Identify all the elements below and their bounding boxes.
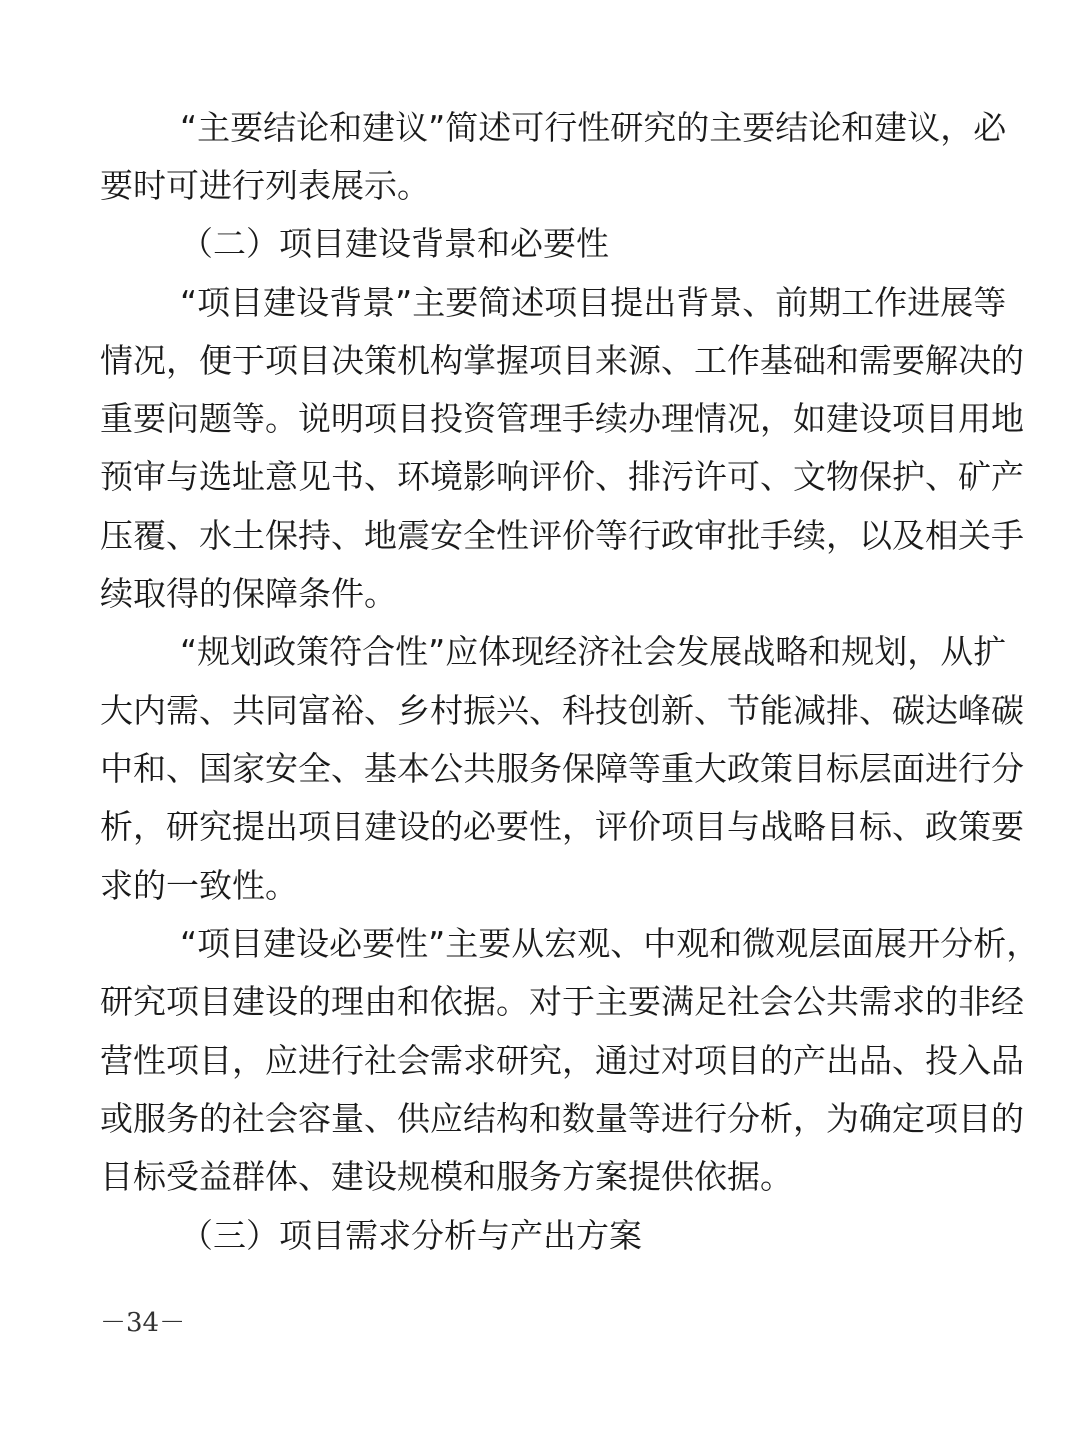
paragraph-line: 重要问题等。说明项目投资管理手续办理情况，如建设项目用地 [100,399,1024,438]
paragraph-line: “规划政策符合性”应体现经济社会发展战略和规划，从扩 [180,632,1007,671]
paragraph-line: “主要结论和建议”简述可行性研究的主要结论和建议，必 [180,108,1007,147]
paragraph-line: “项目建设必要性”主要从宏观、中观和微观层面展开分析， [180,924,1040,963]
section-heading: （二）项目建设背景和必要性 [180,224,609,263]
paragraph-line: 目标受益群体、建设规模和服务方案提供依据。 [100,1157,793,1196]
paragraph-line: 续取得的保障条件。 [100,574,397,613]
paragraph-line: 预审与选址意见书、环境影响评价、排污许可、文物保护、矿产 [100,457,1024,496]
paragraph-line: 营性项目，应进行社会需求研究，通过对项目的产出品、投入品 [100,1041,1024,1080]
paragraph-line: 要时可进行列表展示。 [100,166,430,205]
paragraph-line: 中和、国家安全、基本公共服务保障等重大政策目标层面进行分 [100,749,1024,788]
page-number: －34－ [100,1308,186,1338]
paragraph-line: 大内需、共同富裕、乡村振兴、科技创新、节能减排、碳达峰碳 [100,691,1024,730]
section-heading: （三）项目需求分析与产出方案 [180,1216,642,1255]
paragraph-line: 或服务的社会容量、供应结构和数量等进行分析，为确定项目的 [100,1099,1024,1138]
paragraph-line: 求的一致性。 [100,866,298,905]
paragraph-line: 压覆、水土保持、地震安全性评价等行政审批手续，以及相关手 [100,516,1024,555]
paragraph-line: 情况，便于项目决策机构掌握项目来源、工作基础和需要解决的 [100,341,1024,380]
paragraph-line: 研究项目建设的理由和依据。对于主要满足社会公共需求的非经 [100,982,1024,1021]
paragraph-line: 析，研究提出项目建设的必要性，评价项目与战略目标、政策要 [100,807,1024,846]
paragraph-line: “项目建设背景”主要简述项目提出背景、前期工作进展等 [180,283,1007,322]
